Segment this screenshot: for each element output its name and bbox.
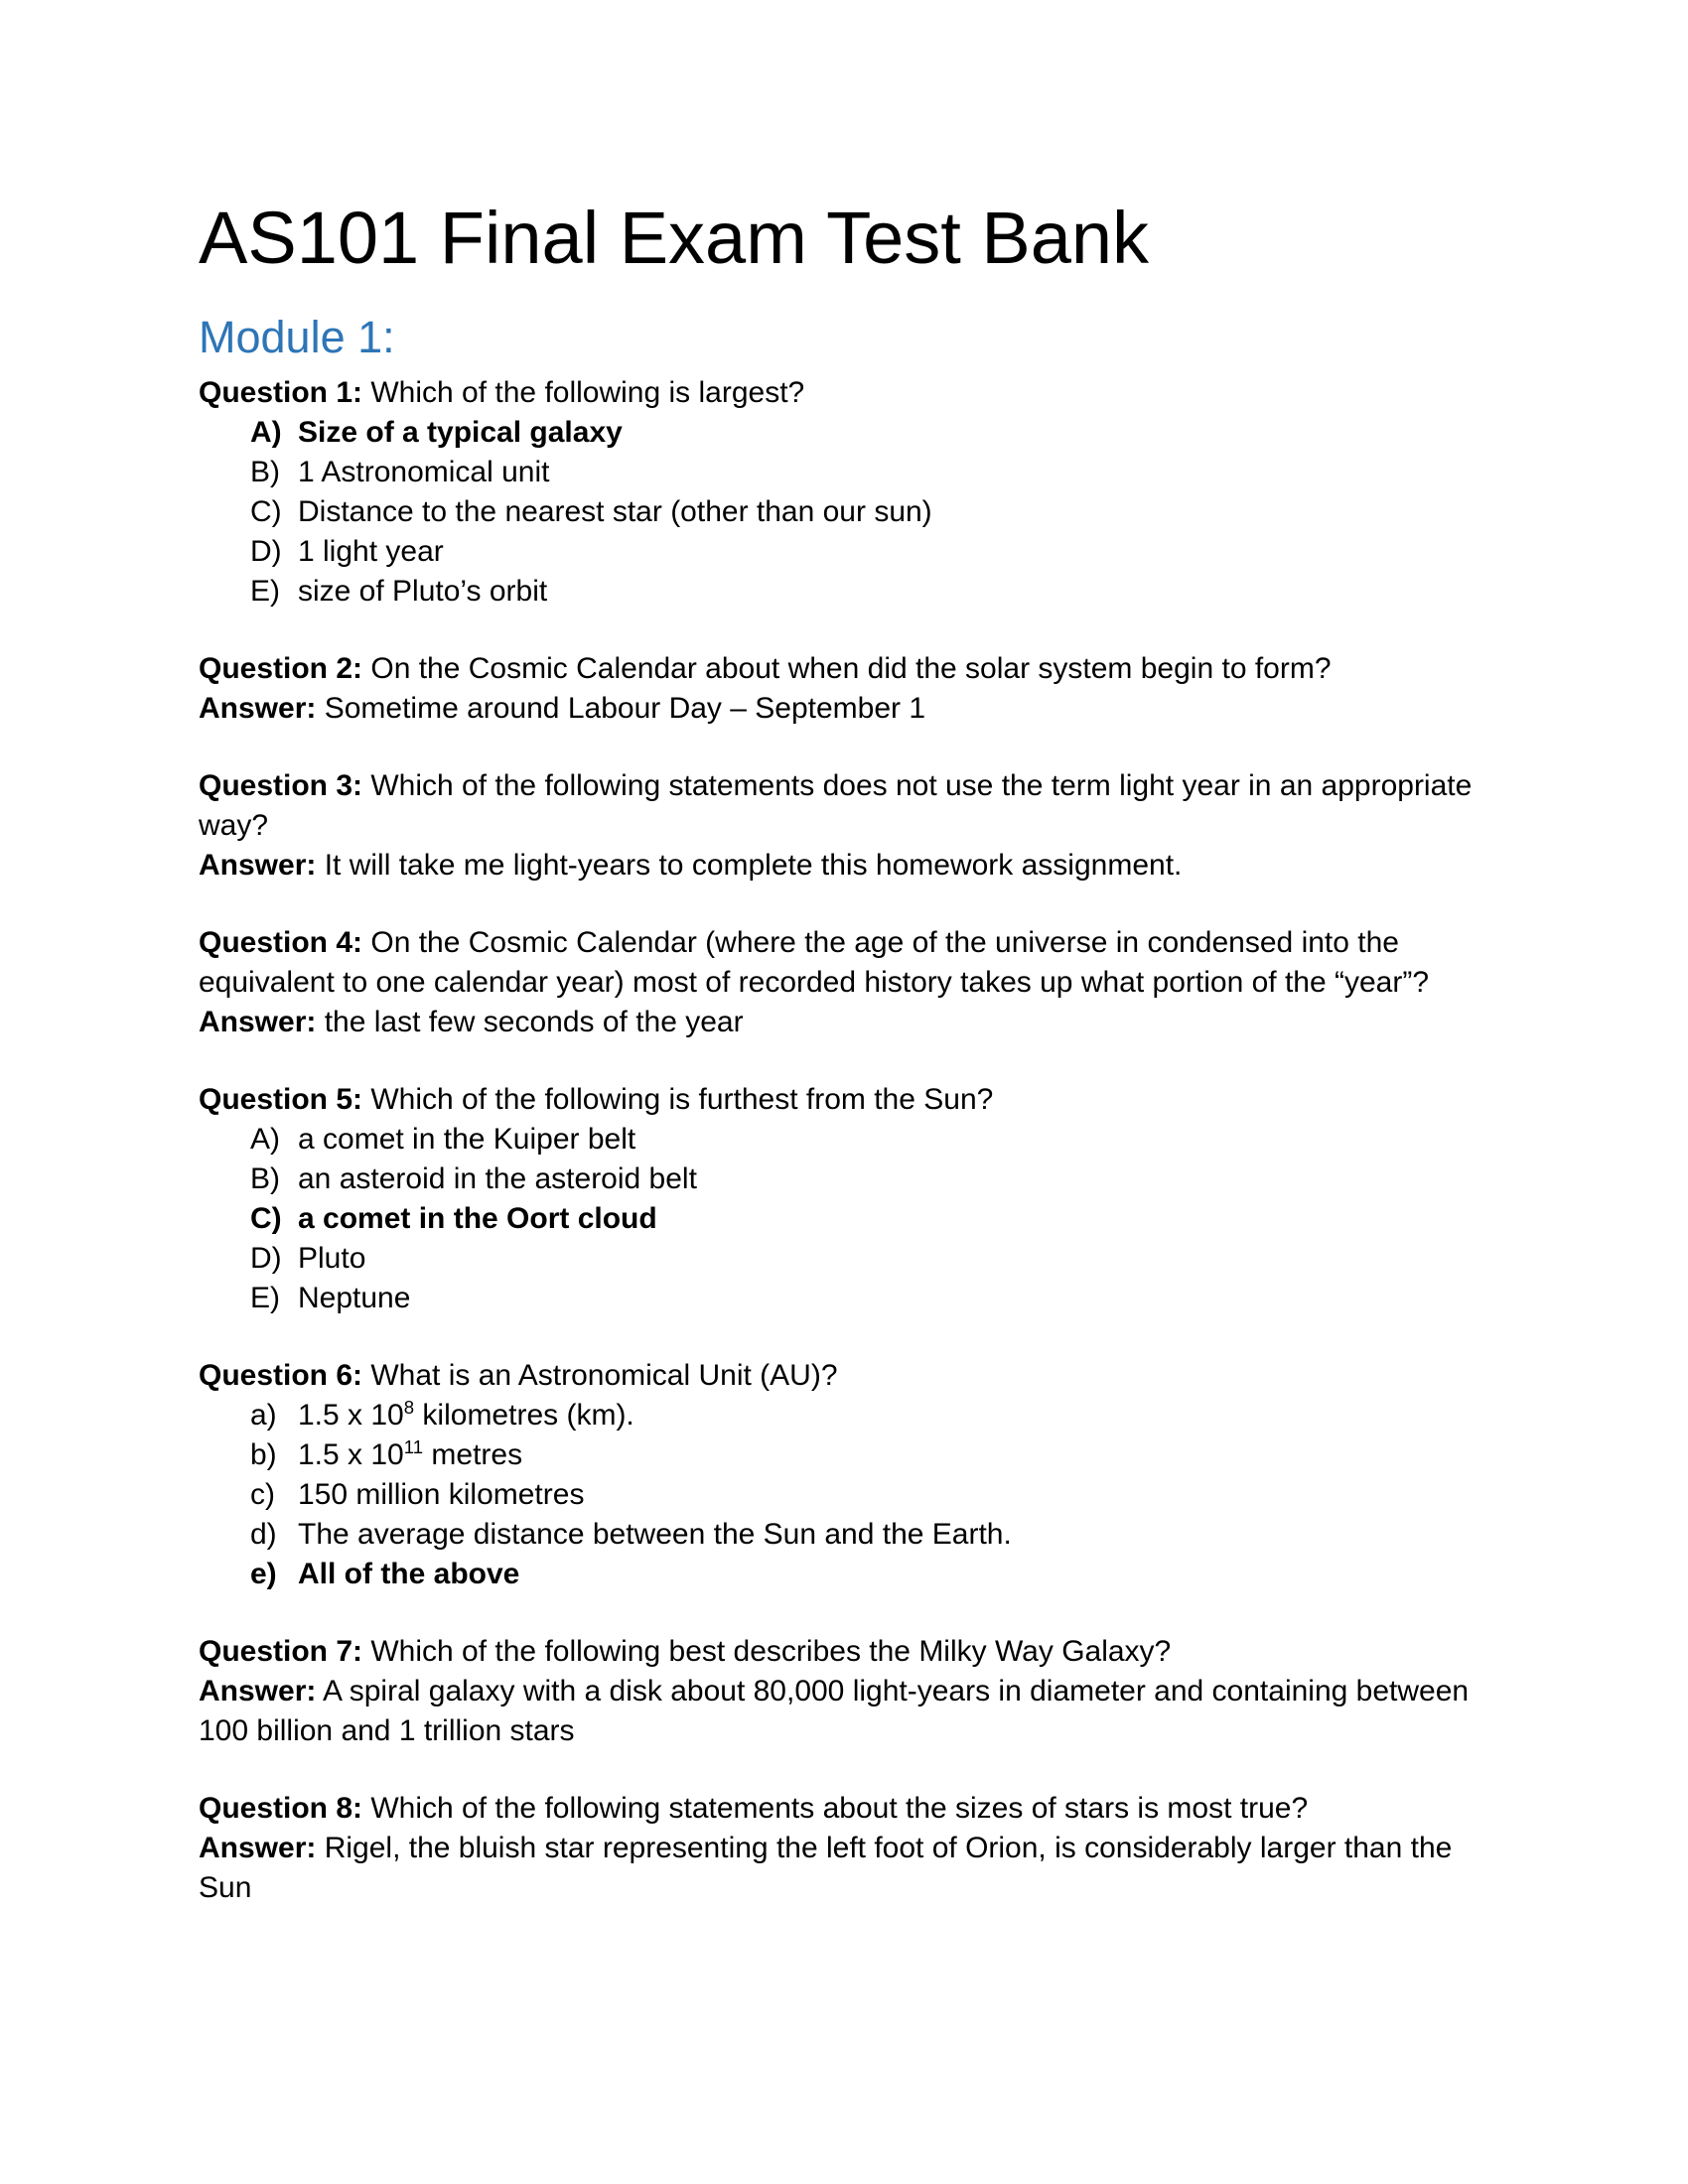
answer-text: Sometime around Labour Day – September 1 (324, 692, 926, 726)
option-text: Neptune (298, 1282, 411, 1315)
question-7-text: Which of the following best describes the Milky Way Galaxy? (370, 1635, 1172, 1669)
option-text: size of Pluto’s orbit (298, 575, 548, 609)
question-6-text: What is an Astronomical Unit (AU)? (370, 1359, 838, 1393)
question-1-option-e (199, 572, 1489, 612)
answer-label: Answer: (199, 1006, 317, 1039)
option-text (298, 1435, 1489, 1475)
option-text: a comet in the Kuiper belt (298, 1123, 636, 1157)
option-text-base: 1.5 x 10 (298, 1438, 404, 1472)
question-8-label: Question 8: (199, 1792, 363, 1826)
option-text: Size of a typical galaxy (298, 416, 623, 450)
question-5-line (199, 1080, 1489, 1120)
option-text-base: 1.5 x 10 (298, 1399, 404, 1433)
question-1-option-c (199, 492, 1489, 532)
option-letter: A) (250, 1123, 280, 1157)
question-6-line (199, 1356, 1489, 1396)
option-text: a comet in the Oort cloud (298, 1202, 657, 1236)
question-6-option-d (199, 1515, 1489, 1555)
question-6-label: Question 6: (199, 1359, 363, 1393)
question-block-8 (199, 1789, 1489, 1908)
option-letter: b) (250, 1438, 277, 1472)
option-text: 1 Astronomical unit (298, 456, 550, 489)
question-5-text: Which of the following is furthest from the Sun? (370, 1083, 994, 1117)
question-2-line (199, 649, 1489, 689)
question-5-option-b (199, 1160, 1489, 1199)
option-text: Pluto (298, 1242, 366, 1276)
option-text: Distance to the nearest star (other than our sun) (298, 495, 932, 529)
answer-label: Answer: (199, 1675, 317, 1708)
option-letter: a) (250, 1399, 277, 1433)
question-8-answer-line (199, 1829, 1489, 1908)
answer-label: Answer: (199, 1832, 317, 1865)
question-5-option-a (199, 1120, 1489, 1160)
question-block-7 (199, 1632, 1489, 1751)
question-5-option-d (199, 1239, 1489, 1279)
question-3-answer-line (199, 846, 1489, 886)
question-6-option-e (199, 1555, 1489, 1594)
question-8-line (199, 1789, 1489, 1829)
option-letter: C) (250, 1202, 282, 1236)
option-text: 150 million kilometres (298, 1478, 585, 1512)
question-8-text: Which of the following statements about the sizes of stars is most true? (370, 1792, 1309, 1826)
question-4-text: On the Cosmic Calendar (where the age of the universe in condensed into the equivalent to one calendar year) most of recorded history takes up what portion of the “year”? (199, 926, 1430, 1000)
question-1-option-a (199, 413, 1489, 453)
question-4-line (199, 923, 1489, 1003)
question-2-text: On the Cosmic Calendar about when did the solar system begin to form? (370, 652, 1332, 686)
question-1-option-d (199, 532, 1489, 572)
question-3-label: Question 3: (199, 769, 363, 803)
option-text-rest: kilometres (km). (414, 1399, 634, 1433)
question-7-label: Question 7: (199, 1635, 363, 1669)
option-letter: E) (250, 1282, 280, 1315)
option-text: All of the above (298, 1558, 520, 1591)
question-2-answer-line (199, 689, 1489, 729)
answer-text: A spiral galaxy with a disk about 80,000 light-years in diameter and containing between 100 billion and 1 trillion stars (199, 1675, 1470, 1748)
option-text-rest: metres (423, 1438, 523, 1472)
option-text-superscript: 8 (403, 1397, 415, 1419)
option-text: The average distance between the Sun and the Earth. (298, 1518, 1012, 1552)
question-5-label: Question 5: (199, 1083, 363, 1117)
option-letter: c) (250, 1478, 275, 1512)
question-block-4 (199, 923, 1489, 1042)
question-7-answer-line (199, 1672, 1489, 1751)
question-6-option-b (199, 1435, 1489, 1475)
question-2-label: Question 2: (199, 652, 363, 686)
question-1-label: Question 1: (199, 376, 363, 410)
option-letter: C) (250, 495, 282, 529)
answer-label: Answer: (199, 692, 317, 726)
option-text-superscript: 11 (403, 1436, 424, 1458)
question-6-option-c (199, 1475, 1489, 1515)
option-text: 1 light year (298, 535, 444, 569)
question-block-6 (199, 1356, 1489, 1594)
answer-text: the last few seconds of the year (324, 1006, 744, 1039)
option-letter: A) (250, 416, 282, 450)
option-letter: D) (250, 535, 282, 569)
option-letter: B) (250, 456, 280, 489)
option-letter: d) (250, 1518, 277, 1552)
question-4-answer-line (199, 1003, 1489, 1042)
question-3-line (199, 766, 1489, 846)
question-7-line (199, 1632, 1489, 1672)
question-block-2 (199, 649, 1489, 729)
question-block-5 (199, 1080, 1489, 1318)
option-letter: D) (250, 1242, 282, 1276)
option-letter: B) (250, 1162, 280, 1196)
question-5-option-c (199, 1199, 1489, 1239)
answer-text: Rigel, the bluish star representing the left foot of Orion, is considerably larger than the Sun (199, 1832, 1453, 1905)
section-heading-module-1: Module 1: (199, 312, 395, 363)
question-block-3 (199, 766, 1489, 886)
question-6-option-a (199, 1396, 1489, 1435)
question-block-1 (199, 373, 1489, 612)
question-3-text: Which of the following statements does not use the term light year in an appropriate way? (199, 769, 1473, 843)
option-text: an asteroid in the asteroid belt (298, 1162, 697, 1196)
answer-label: Answer: (199, 849, 317, 883)
question-5-option-e (199, 1279, 1489, 1318)
option-letter: E) (250, 575, 280, 609)
question-1-text: Which of the following is largest? (370, 376, 805, 410)
answer-text: It will take me light-years to complete this homework assignment. (324, 849, 1183, 883)
question-1-line (199, 373, 1489, 413)
question-4-label: Question 4: (199, 926, 363, 960)
option-text (298, 1396, 1489, 1435)
page-title: AS101 Final Exam Test Bank (199, 197, 1150, 279)
question-1-option-b (199, 453, 1489, 492)
option-letter: e) (250, 1558, 277, 1591)
